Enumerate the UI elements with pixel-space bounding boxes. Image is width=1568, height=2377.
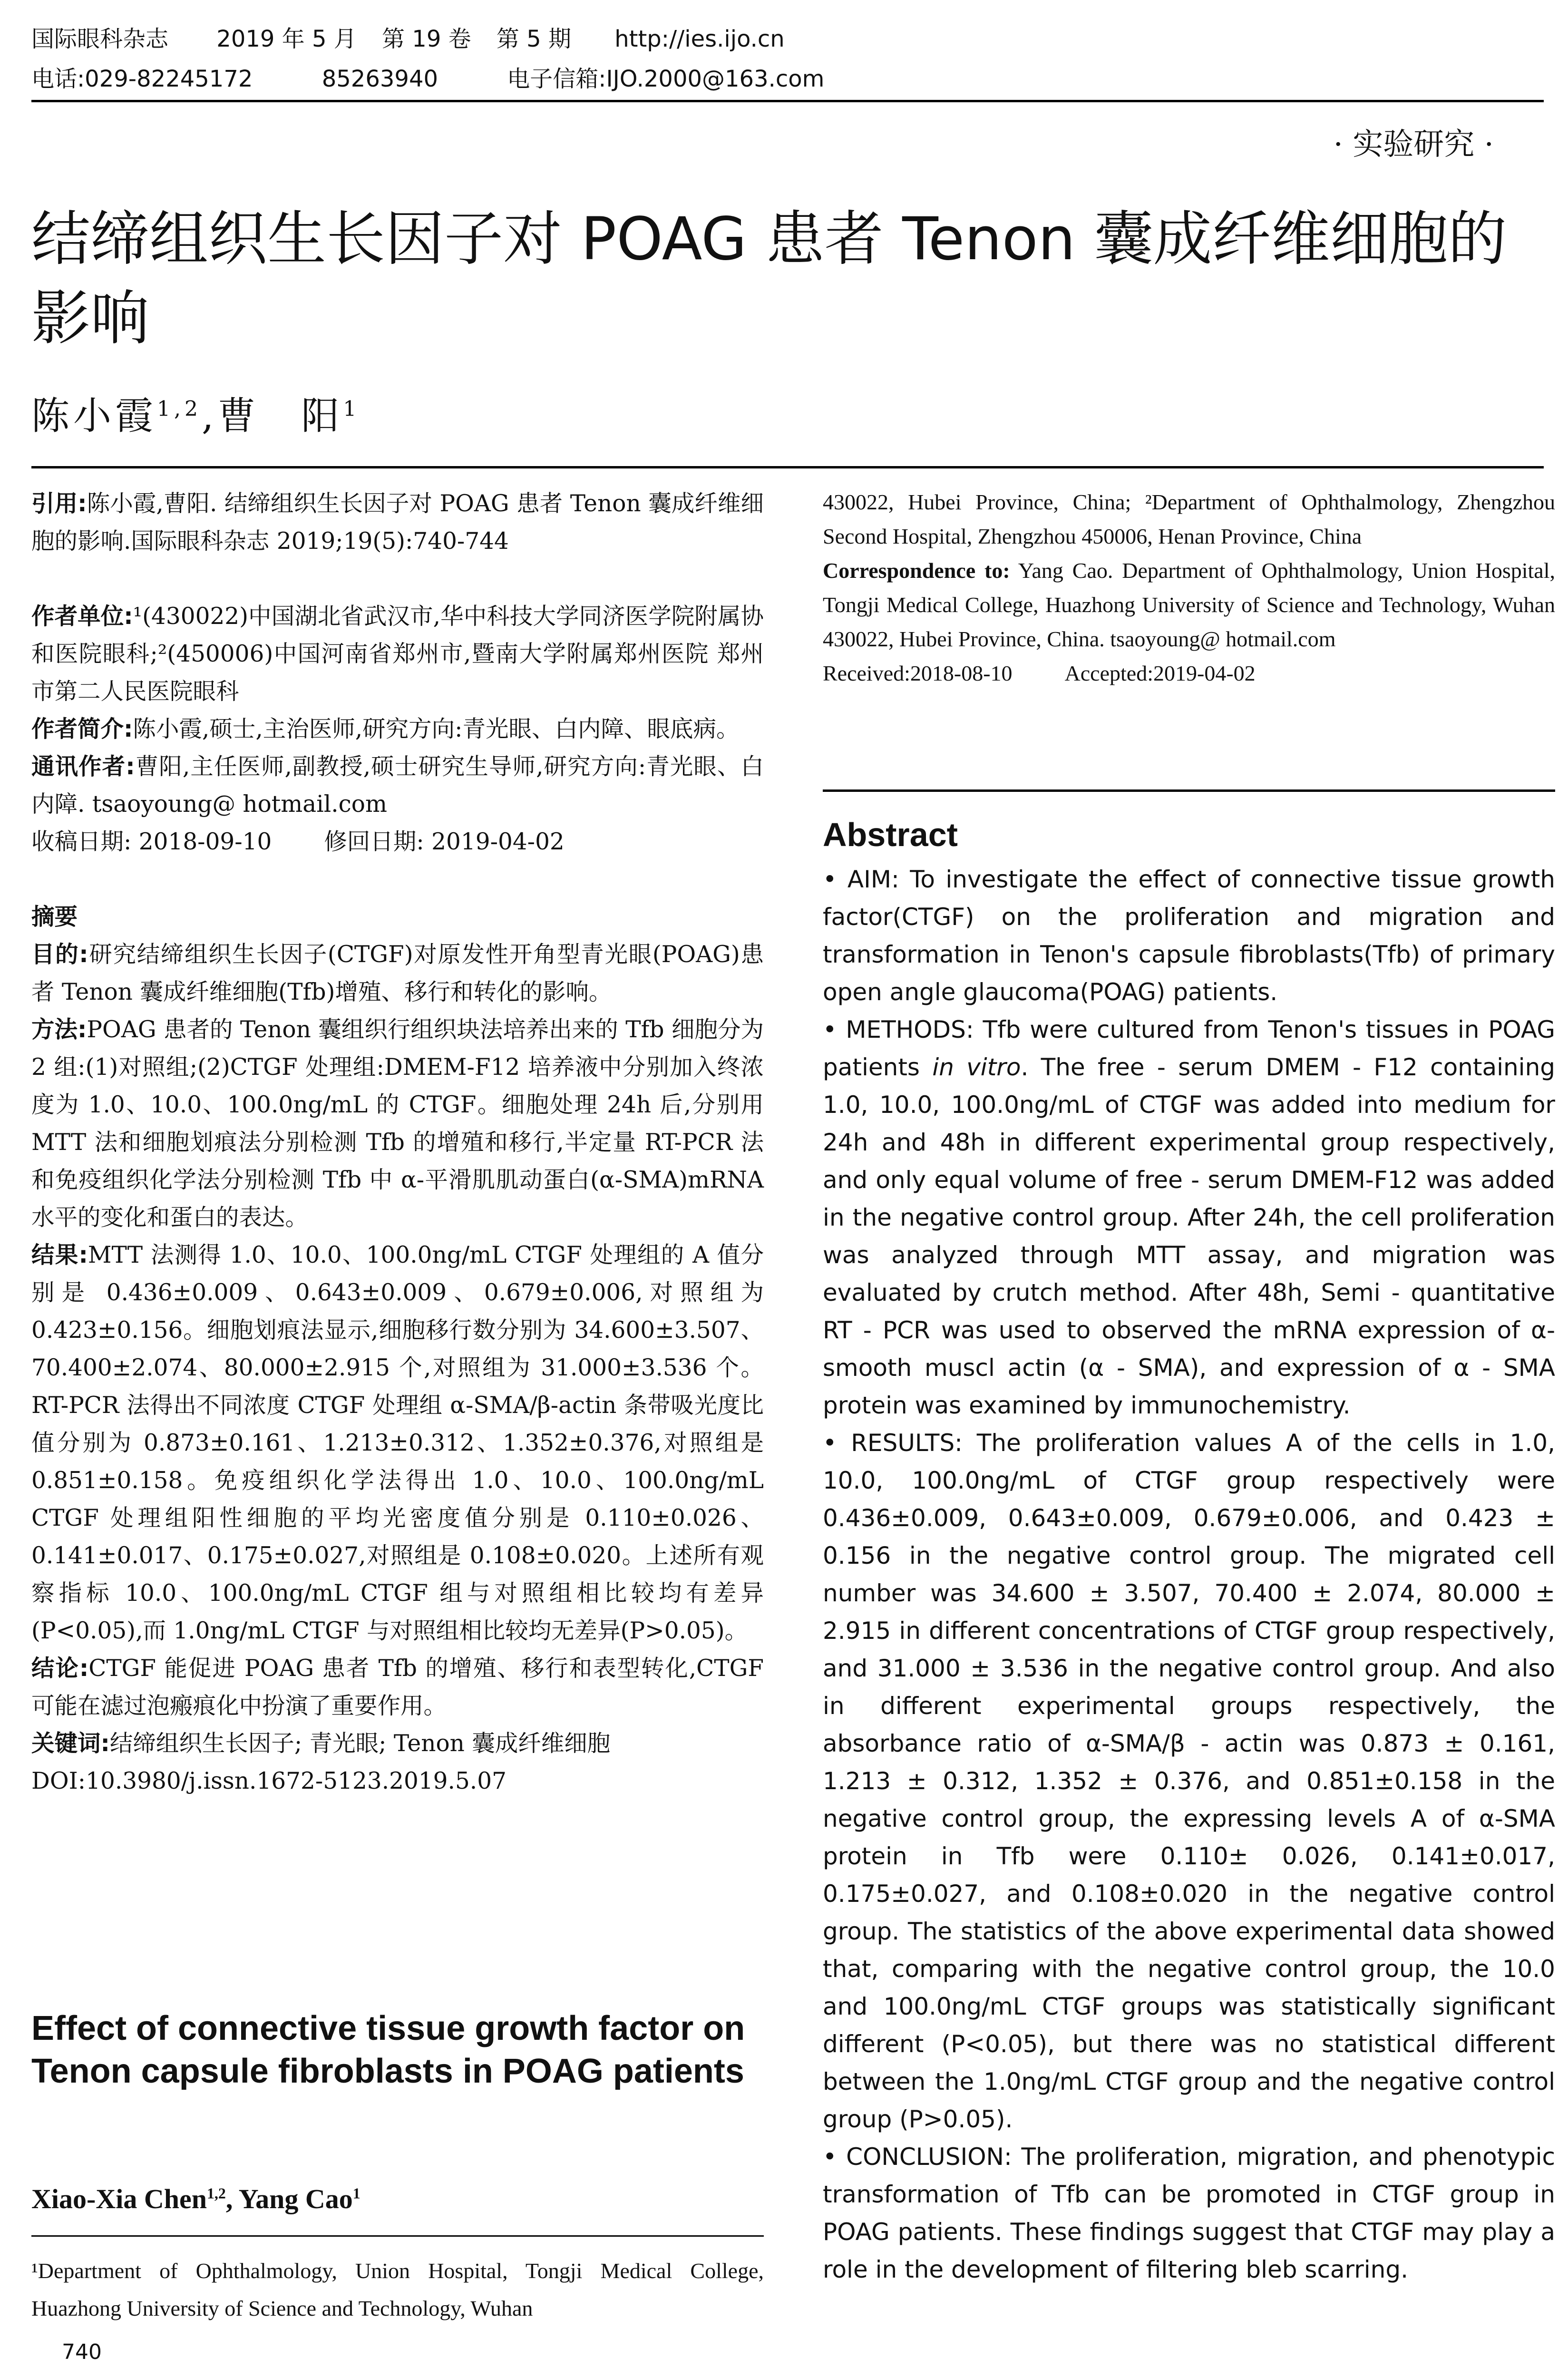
results-cn — [31, 1237, 764, 1650]
abstract-rule — [823, 789, 1555, 792]
citation-text: 陈小霞,曹阳. 结缔组织生长因子对 POAG 患者 Tenon 囊成纤维细胞的影响.国际眼科杂志 2019;19(5):740-744 — [31, 490, 764, 555]
left-column — [31, 485, 764, 1800]
correspondence-en — [823, 554, 1555, 656]
abstract-aim: • AIM: To investigate the effect of connective tissue growth factor(CTGF) on the proliferation and migration and transformation in Tenon's capsule fibroblasts(Tfb) of primary open angle glaucoma(POAG) patients. — [823, 866, 1555, 1006]
affiliation-en-cont: 430022, Hubei Province, China; ²Department of Ophthalmology, Zhengzhou Second Hospital, Zhengzhou 450006, Henan Province, China — [823, 490, 1555, 548]
keywords-label: 关键词: — [31, 1730, 110, 1757]
affiliation-label: 作者单位: — [31, 603, 133, 630]
citation-label: 引用: — [31, 490, 87, 517]
methods-italic: in vitro — [932, 1053, 1021, 1081]
issue: 第 5 期 — [496, 26, 571, 52]
revised-cn: 修回日期: 2019-04-02 — [324, 828, 565, 855]
page-title: 结缔组织生长因子对 POAG 患者 Tenon 囊成纤维细胞的影响 — [31, 205, 1507, 353]
journal-name: 国际眼科杂志 — [31, 26, 169, 52]
bio-text: 陈小霞,硕士,主治医师,研究方向:青光眼、白内障、眼底病。 — [133, 716, 740, 742]
bio-label: 作者简介: — [31, 716, 133, 742]
aim-cn — [31, 936, 764, 1011]
author-2: 曹 阳 — [217, 394, 343, 438]
author-bio — [31, 711, 764, 748]
correspondence-text: Yang Cao. Department of Ophthalmology, Union Hospital, Tongji Medical College, Huazhong University of Science and Technology, Wuhan 430022, Hubei Province, China. tsaoyoung@ hotmail.com — [823, 558, 1555, 651]
methods-text-a: • METHODS: Tfb were cultured from Tenon's tissues in POAG patients — [823, 1016, 1555, 1081]
doi[interactable]: DOI:10.3980/j.issn.1672-5123.2019.5.07 — [31, 1768, 506, 1794]
corr-label: 通讯作者: — [31, 753, 135, 780]
corr-text: 曹阳,主任医师,副教授,硕士研究生导师,研究方向:青光眼、白内障. tsaoyoung@ hotmail.com — [31, 753, 764, 818]
abstract-conclusion: • CONCLUSION: The proliferation, migration, and phenotypic transformation of Tfb can be promoted in CTGF group in POAG patients. These findings suggest that CTGF may play a role in the development of filtering bleb scarring. — [823, 2143, 1555, 2283]
author-2-affil: 1 — [343, 397, 360, 421]
methods-cn — [31, 1011, 764, 1237]
results-cn-text: MTT 法测得 1.0、10.0、100.0ng/mL CTGF 处理组的 A 值分别是 0.436±0.009、0.643±0.009、0.679±0.006,对照组为 0.423±0.156。细胞划痕法显示,细胞移行数分别为 34.600±3.507、70.400±2.074、80.000±2.915 个,对照组为 31.000±3.536 个。RT-PCR 法得出不同浓度 CTGF 处理组 α-SMA/β-actin 条带吸光度比值分别为 0.873±0.161、1.213±0.312、1.352±0.376,对照组是 0.851±0.158。免疫组织化学法得出 1.0、10.0、100.0ng/mL CTGF 处理组阳性细胞的平均光密度值分别是 0.110±0.026、0.141±0.017、0.175±0.027,对照组是 0.108±0.020。上述所有观察指标 10.0、100.0ng/mL CTGF 组与对照组相比较均有差异(P<0.05),而 1.0ng/mL CTGF 与对照组相比较均无差异(P>0.05)。 — [31, 1242, 764, 1644]
contact-line — [31, 65, 1544, 93]
methods-cn-label: 方法: — [31, 1016, 87, 1043]
abstract-methods — [823, 1011, 1555, 1424]
conclusion-cn — [31, 1650, 764, 1725]
citation — [31, 485, 764, 560]
footnote-rule — [31, 2235, 764, 2237]
author-en-2-affil: 1 — [352, 2185, 360, 2202]
affiliation-en-start: ¹Department of Ophthalmology, Union Hospital, Tongji Medical College, Huazhong University of Science and Technology, Wuhan — [31, 2259, 764, 2320]
header-rule — [31, 100, 1544, 102]
volume: 第 19 卷 — [382, 26, 471, 52]
abstract-heading: Abstract — [823, 816, 958, 853]
results-cn-label: 结果: — [31, 1242, 88, 1268]
journal-url[interactable]: http://ies.ijo.cn — [614, 26, 785, 52]
abstract-results: • RESULTS: The proliferation values A of the cells in 1.0, 10.0, 100.0ng/mL of CTGF group respectively were 0.436±0.009, 0.643±0.009, 0.679±0.006, and 0.423 ± 0.156 in the negative control group. The migrated cell number was 34.600 ± 3.507, 70.400 ± 2.074, 80.000 ± 2.915 in different concentrations of CTGF group respectively, and 31.000 ± 3.536 in the negative control group. And also in different experimental groups respectively, the absorbance ratio of α-SMA/β - actin was 0.873 ± 0.161, 1.213 ± 0.312, 1.352 ± 0.376, and 0.851±0.158 in the negative control group, the expressing levels A of α-SMA protein in Tfb were 0.110± 0.026, 0.141±0.017, 0.175±0.027, and 0.108±0.020 in the negative control group. The statistics of the above experimental data showed that, comparing with the negative control group, the 10.0 and 100.0ng/mL CTGF groups was statistically significant different (P<0.05), but there was no statistical different between the 1.0ng/mL CTGF group and the negative control group (P>0.05). — [823, 1429, 1555, 2133]
authors-en — [31, 2183, 360, 2215]
title-en: Effect of connective tissue growth factor on Tenon capsule fibroblasts in POAG patients — [31, 2009, 745, 2090]
email[interactable]: 电子信箱:IJO.2000@163.com — [507, 66, 825, 92]
conclusion-cn-text: CTGF 能促进 POAG 患者 Tfb 的增殖、移行和表型转化,CTGF 可能在滤过泡瘢痕化中扮演了重要作用。 — [31, 1655, 764, 1719]
correspondence-label: Correspondence to: — [823, 558, 1010, 583]
phone: 电话:029-82245172 — [31, 66, 253, 92]
author-1-affil: 1,2 — [157, 397, 202, 421]
authors-rule — [31, 466, 1544, 468]
spacer — [31, 861, 764, 898]
conclusion-cn-label: 结论: — [31, 1655, 89, 1682]
dates-en — [823, 656, 1555, 691]
corresponding-author — [31, 748, 764, 823]
accepted-en: Accepted:2019-04-02 — [1064, 661, 1256, 685]
authors-cn: 陈小霞$^{1,2}$,曹 阳$^1$ — [31, 394, 360, 438]
affiliation-cn — [31, 598, 764, 711]
dates-cn — [31, 823, 764, 861]
received-cn: 收稿日期: 2018-09-10 — [31, 828, 272, 855]
abstract-body — [823, 861, 1555, 2289]
running-header — [31, 25, 1544, 53]
author-en-1-affil: 1,2 — [206, 2185, 226, 2202]
section-tag: · 实验研究 · — [1333, 127, 1494, 162]
methods-text-b: . The free - serum DMEM - F12 containing 1.0, 10.0, 100.0ng/mL of CTGF was added into medium for 24h and 48h in different experimental group respectively, and only equal volume of free - serum DMEM-F12 was added in the negative control group. After 24h, the cell proliferation was analyzed through MTT assay, and migration was evaluated by crutch method. After 48h, Semi - quantitative RT - PCR was used to observed the mRNA expression of α-smooth muscl actin (α - SMA), and expression of α - SMA protein was examined by immunochemistry. — [823, 1053, 1556, 1419]
page-number: 740 — [62, 2340, 102, 2364]
keywords-text: 结缔组织生长因子; 青光眼; Tenon 囊成纤维细胞 — [109, 1730, 611, 1757]
author-en-2: , Yang Cao — [225, 2183, 353, 2214]
abstract-cn-heading: 摘要 — [31, 904, 78, 930]
aim-cn-text: 研究结缔组织生长因子(CTGF)对原发性开角型青光眼(POAG)患者 Tenon 囊成纤维细胞(Tfb)增殖、移行和转化的影响。 — [31, 941, 764, 1005]
affiliation-text: ¹(430022)中国湖北省武汉市,华中科技大学同济医学院附属协和医院眼科;²(450006)中国河南省郑州市,暨南大学附属郑州医院 郑州市第二人民医院眼科 — [31, 603, 764, 705]
right-front-matter — [823, 485, 1555, 691]
author-en-1: Xiao-Xia Chen — [31, 2183, 207, 2214]
phone-2: 85263940 — [321, 66, 438, 92]
aim-cn-label: 目的: — [31, 941, 88, 968]
keywords-cn — [31, 1725, 764, 1763]
author-1: 陈小霞 — [31, 394, 157, 438]
received-en: Received:2018-08-10 — [823, 661, 1013, 685]
methods-cn-text: POAG 患者的 Tenon 囊组织行组织块法培养出来的 Tfb 细胞分为 2 组:(1)对照组;(2)CTGF 处理组:DMEM-F12 培养液中分别加入终浓度为 1.0、10.0、100.0ng/mL 的 CTGF。细胞处理 24h 后,分别用 MTT 法和细胞划痕法分别检测 Tfb 的增殖和移行,半定量 RT-PCR 法和免疫组织化学法分别检测 Tfb 中 α-平滑肌肌动蛋白(α-SMA)mRNA 水平的变化和蛋白的表达。 — [31, 1016, 764, 1231]
spacer — [31, 560, 764, 598]
issue-date: 2019 年 5 月 — [216, 26, 357, 52]
